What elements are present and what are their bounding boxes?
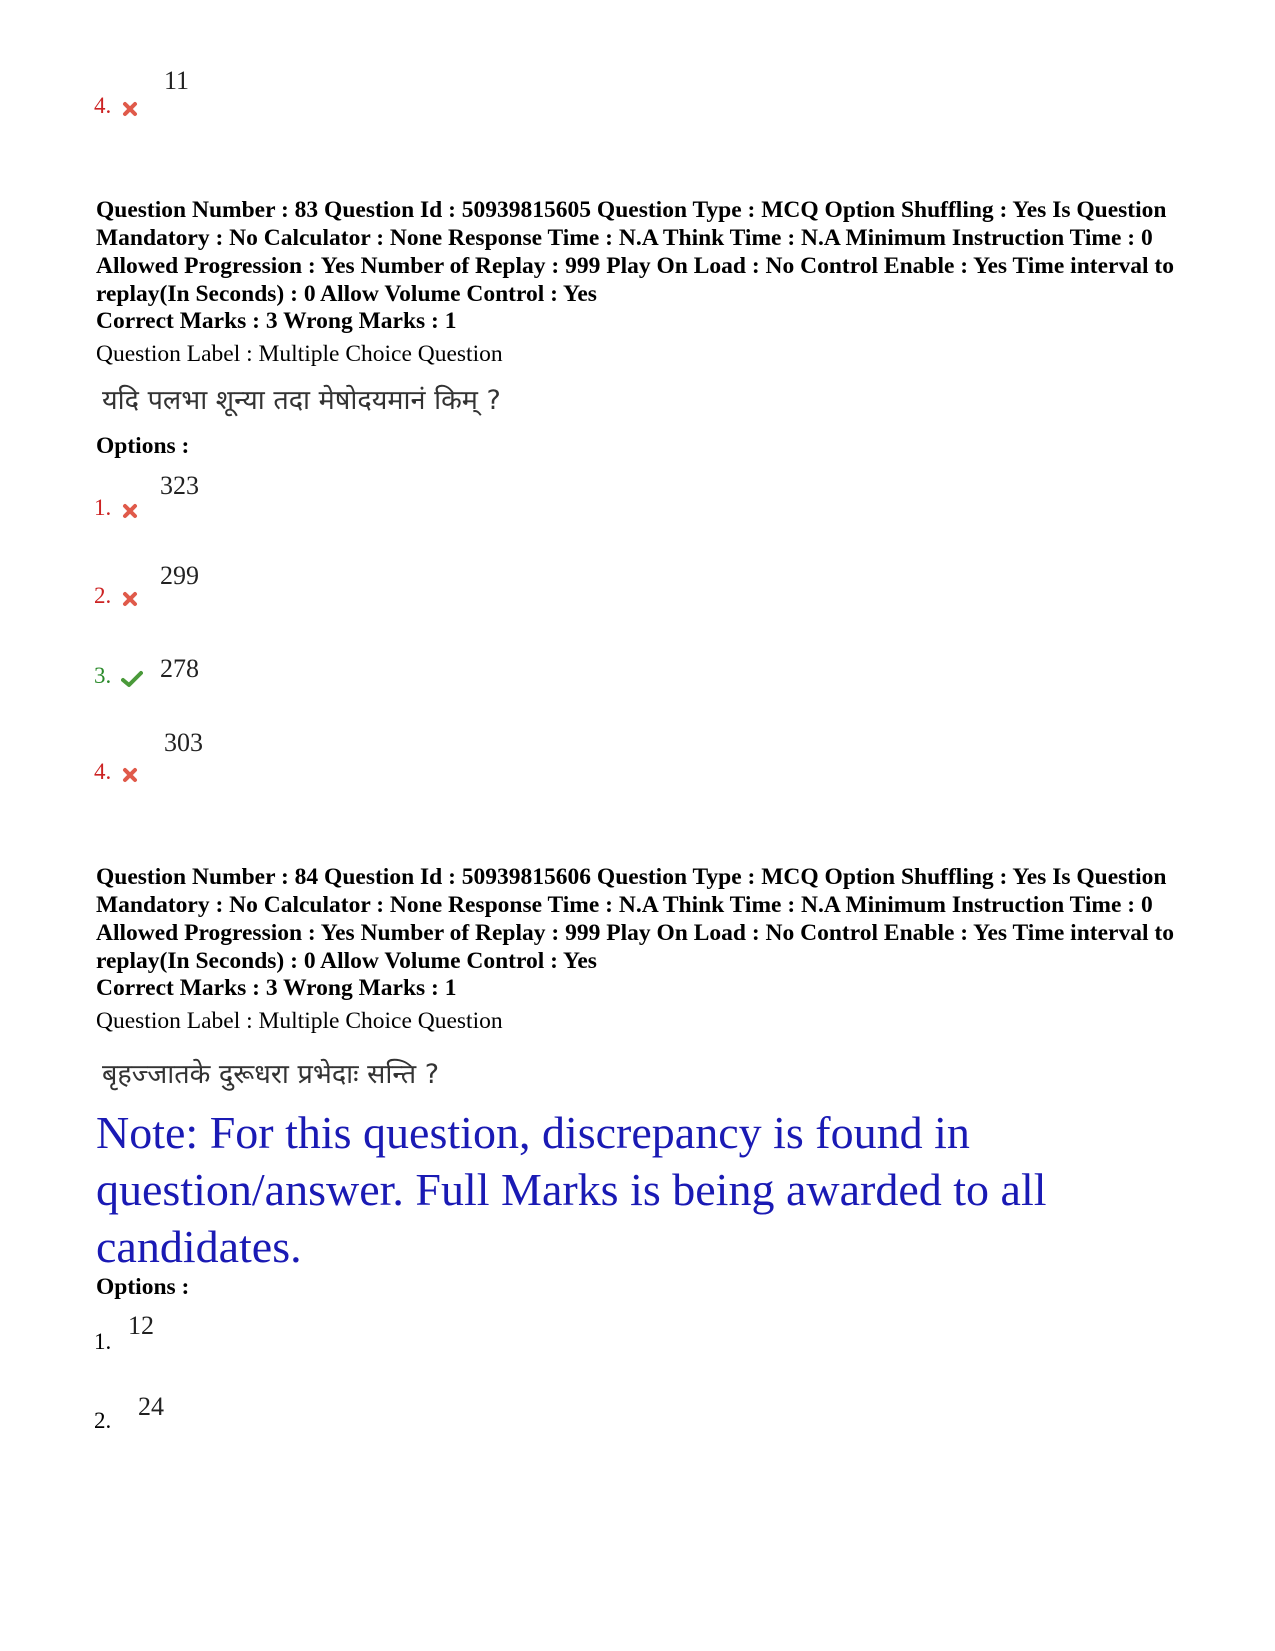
cross-icon bbox=[121, 766, 139, 784]
option-row bbox=[94, 495, 139, 521]
option-number: 1. bbox=[94, 495, 112, 520]
option-number: 3. bbox=[94, 663, 112, 688]
discrepancy-note: Note: For this question, discrepancy is found in question/answer. Full Marks is being awarded to all candidates. bbox=[96, 1107, 1047, 1272]
option-row bbox=[94, 759, 139, 785]
cross-icon bbox=[121, 502, 139, 520]
check-icon bbox=[121, 670, 143, 688]
options-heading: Options : bbox=[96, 433, 190, 459]
option-value: 12 bbox=[128, 1311, 154, 1340]
marks-line: Correct Marks : 3 Wrong Marks : 1 bbox=[96, 975, 457, 1001]
option-row bbox=[94, 1329, 111, 1355]
cross-icon bbox=[121, 100, 139, 118]
question-meta: Question Number : 83 Question Id : 50939815605 Question Type : MCQ Option Shuffling : Yes Is Question Mandatory : No Calculator : None Response Time : N.A Think Time : N.A Minimum Instruction Time : 0 Allowed Progression : Yes Number of Replay : 999 Play On Load : No Control Enable : Yes Time interval to replay(In Seconds) : 0 Allow Volume Control : Yes bbox=[96, 197, 1174, 307]
option-value: 11 bbox=[164, 66, 190, 95]
options-heading: Options : bbox=[96, 1274, 190, 1300]
marks-line: Correct Marks : 3 Wrong Marks : 1 bbox=[96, 308, 457, 334]
question-text: बृहज्जातके दुरूधरा प्रभेदाः सन्ति ? bbox=[102, 1059, 440, 1090]
option-value: 278 bbox=[160, 654, 199, 683]
option-value: 323 bbox=[160, 471, 199, 500]
option-value: 24 bbox=[138, 1392, 164, 1421]
option-row bbox=[94, 93, 139, 119]
option-number: 4. bbox=[94, 759, 112, 784]
option-row bbox=[94, 583, 139, 609]
option-number: 2. bbox=[94, 583, 112, 608]
cross-icon bbox=[121, 590, 139, 608]
option-number: 4. bbox=[94, 93, 112, 118]
question-label: Question Label : Multiple Choice Question bbox=[96, 341, 503, 367]
question-text: यदि पलभा शून्या तदा मेषोदयमानं किम् ? bbox=[102, 385, 501, 416]
question-label: Question Label : Multiple Choice Question bbox=[96, 1008, 503, 1034]
option-number: 2. bbox=[94, 1408, 112, 1433]
option-row bbox=[94, 663, 143, 689]
option-value: 299 bbox=[160, 561, 199, 590]
option-row bbox=[94, 1408, 111, 1434]
question-meta: Question Number : 84 Question Id : 50939815606 Question Type : MCQ Option Shuffling : Yes Is Question Mandatory : No Calculator : None Response Time : N.A Think Time : N.A Minimum Instruction Time : 0 Allowed Progression : Yes Number of Replay : 999 Play On Load : No Control Enable : Yes Time interval to replay(In Seconds) : 0 Allow Volume Control : Yes bbox=[96, 864, 1174, 974]
option-number: 1. bbox=[94, 1329, 112, 1354]
option-value: 303 bbox=[164, 728, 203, 757]
